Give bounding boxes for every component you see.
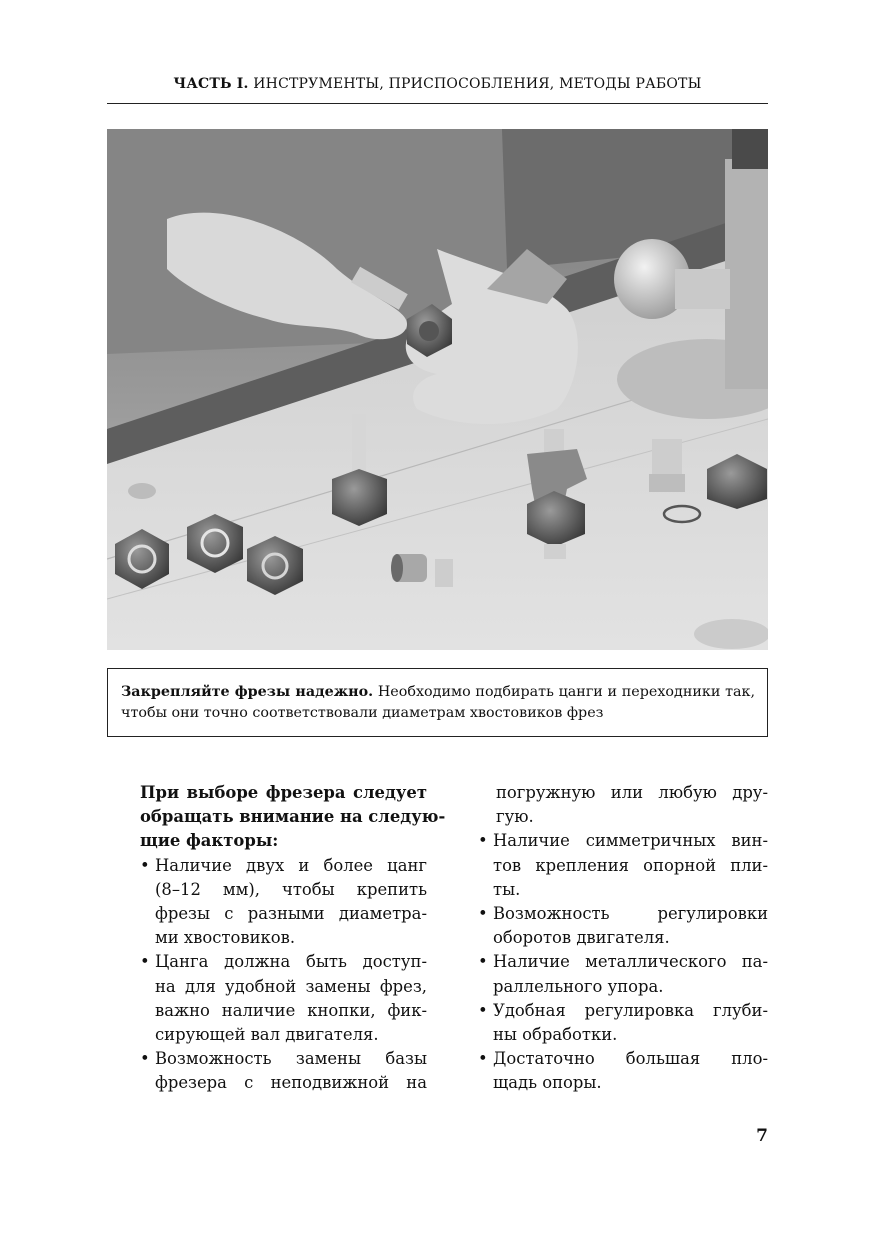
list-item (478, 1047, 768, 1095)
section-title: ИНСТРУМЕНТЫ, ПРИСПОСОБЛЕНИЯ, МЕТОДЫ РАБОТЫ (253, 76, 702, 92)
list-line: Возможность замены базы (155, 1049, 427, 1069)
photo-caption (107, 668, 768, 737)
left-column (140, 781, 446, 1096)
lead-line: обращать внимание на следую- (140, 807, 446, 827)
list-line: оборотов двигателя. (493, 928, 670, 948)
list-line: Возможность регулировки (493, 904, 768, 924)
bullet-icon: • (140, 855, 150, 875)
list-line: Достаточно большая пло- (493, 1049, 768, 1069)
list-line: фрезера с неподвижной на (155, 1073, 427, 1093)
list-item (478, 829, 768, 902)
list-line: раллельного упора. (493, 976, 664, 996)
bullet-icon: • (478, 1000, 488, 1020)
factor-list-left (140, 854, 427, 1096)
bullet-icon: • (478, 1049, 488, 1069)
list-line: ты. (493, 879, 521, 899)
factor-list-right (478, 829, 768, 1095)
continued-item-text (478, 781, 768, 829)
bullet-icon: • (478, 904, 488, 924)
list-line: Наличие симметричных вин- (493, 831, 768, 851)
caption-bold: Закрепляйте фрезы надежно. (121, 684, 374, 700)
list-item (478, 950, 768, 998)
list-item (478, 902, 768, 950)
right-column (478, 781, 768, 1096)
list-item (140, 1047, 427, 1095)
list-item (140, 854, 427, 951)
list-line: (8–12 мм), чтобы крепить (155, 879, 427, 899)
lead-paragraph (140, 781, 446, 854)
list-line: важно наличие кнопки, фик- (155, 1000, 427, 1020)
lead-line: При выборе фрезера следует (140, 783, 427, 802)
list-line: Наличие металлического па- (493, 952, 768, 972)
list-item (140, 950, 427, 1047)
list-line: Удобная регулировка глуби- (493, 1000, 768, 1020)
list-line: ми хвостовиков. (155, 928, 296, 948)
bullet-icon: • (478, 831, 488, 851)
part-label: ЧАСТЬ I. (173, 76, 249, 92)
list-line: на для удобной замены фрез, (155, 976, 427, 996)
list-line: фрезы с разными диаметра- (155, 904, 427, 924)
header-rule (107, 103, 768, 104)
bullet-icon: • (140, 952, 150, 972)
bullet-icon: • (140, 1049, 150, 1069)
list-line: гую. (496, 807, 534, 827)
list-line: сирующей вал двигателя. (155, 1025, 379, 1045)
list-line: Наличие двух и более цанг (155, 855, 427, 875)
list-line: погружную или любую дру- (496, 783, 768, 802)
running-head (107, 76, 768, 92)
router-collets-photo (107, 129, 768, 650)
list-line: тов крепления опорной пли- (493, 855, 768, 875)
list-line: Цанга должна быть доступ- (155, 952, 427, 972)
list-line: щадь опоры. (493, 1073, 602, 1093)
list-line: ны обработки. (493, 1025, 618, 1045)
caption-text: Необходимо подбирать цанги и переходники так, чтобы они точно соответствовали диаметрам хвостовиков фрез (121, 684, 755, 721)
bullet-icon: • (478, 952, 488, 972)
lead-line: щие факторы: (140, 831, 279, 851)
list-item (478, 999, 768, 1047)
page-number: 7 (756, 1126, 768, 1146)
